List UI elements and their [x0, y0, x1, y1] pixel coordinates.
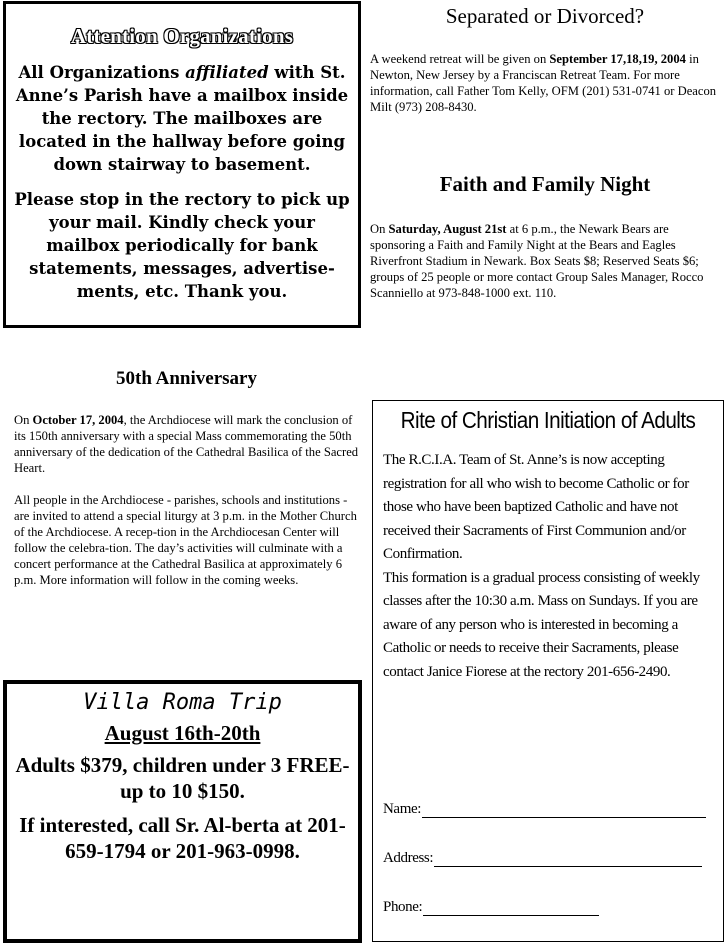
rcia-address-field — [383, 850, 702, 867]
faith-title: Faith and Family Night — [439, 172, 651, 196]
separated-divorced-section — [370, 4, 720, 115]
faith-family-night-section — [370, 172, 720, 301]
attention-organizations-box — [3, 1, 361, 328]
rcia-name-field — [383, 801, 706, 818]
faith-text: On Saturday, August 21st at 6 p.m., the Newark Bears are sponsoring a Faith and Family Night at the Bears and Eagles Riverfront Stadium in Newark. Box Seats $8; Reserved Seats $6; groups of 25 people or more contact Group Sales Manager, Rocco Scanniello at 973-848-1000 ext. 110. — [370, 222, 704, 300]
rcia-title: Rite of Christian Initiation of Adults — [400, 407, 696, 433]
attention-paragraph-1: All Organizations affiliated with St. Anne’s Parish have a mailbox inside the rectory. The mailboxes are located in the hallway before going down stairway to basement. — [15, 63, 349, 174]
rcia-paragraph-1: The R.C.I.A. Team of St. Anne’s is now accepting registration for all who wish to become Catholic or for those who have been baptized Catholic and have not received their Sacraments of First Communion and/or Confirmation. — [383, 452, 689, 562]
address-label: Address: — [383, 850, 434, 866]
name-label: Name: — [383, 801, 421, 817]
separated-title: Separated or Divorced? — [445, 4, 645, 28]
separated-text: A weekend retreat will be given on September 17,18,19, 2004 in Newton, New Jersey by a Franciscan Retreat Team. For more information, call Father Tom Kelly, OFM (201) 531-0741 or Deacon Milt (973) 208-8430. — [370, 52, 717, 114]
phone-line[interactable] — [423, 901, 599, 916]
name-line[interactable] — [422, 803, 706, 818]
rcia-paragraph-2: This formation is a gradual process consisting of weekly classes after the 10:30 a.m. Mass on Sundays. If you are aware of any person who is interested in becoming a Catholic or needs to receive their Sacraments, please contact Janice Fiorese at the rectory 201-656-2490. — [383, 569, 700, 680]
anniversary-paragraph-2: All people in the Archdiocese - parishes, schools and institutions - are invited to attend a special liturgy at 3 p.m. in the Mother Church of the Archdiocese. A recep-tion in the Archdiocesan Center will follow the celebra-tion. The day’s activities will culminate with a concert performance at the Cathedral Basilica at approximately 6 p.m. More information will follow in the coming weeks. — [14, 493, 357, 587]
villa-title: Villa Roma Trip — [83, 690, 282, 715]
attention-title: Attention Organizations — [70, 24, 294, 48]
attention-paragraph-2: Please stop in the rectory to pick up your mail. Kindly check your mailbox periodically for bank statements, messages, advertise-ments, etc. Thank you. — [14, 190, 350, 301]
phone-label: Phone: — [383, 899, 423, 915]
villa-contact: If interested, call Sr. Al-berta at 201-659-1794 or 201-963-0998. — [19, 813, 346, 863]
anniversary-title: 50th Anniversary — [116, 368, 257, 389]
rcia-phone-field — [383, 899, 599, 916]
address-line[interactable] — [434, 852, 702, 867]
rcia-box — [372, 400, 724, 942]
villa-prices: Adults $379, children under 3 FREE-up to 10 $150. — [15, 753, 350, 803]
anniversary-paragraph-1: On October 17, 2004, the Archdiocese will mark the conclusion of its 150th anniversary with a special Mass commemorating the 50th anniversary of the dedication of the Cathedral Basilica of the Sacred Heart. — [14, 413, 359, 475]
villa-roma-box — [3, 680, 362, 943]
villa-dates: August 16th-20th — [104, 721, 261, 745]
anniversary-section — [14, 368, 359, 588]
